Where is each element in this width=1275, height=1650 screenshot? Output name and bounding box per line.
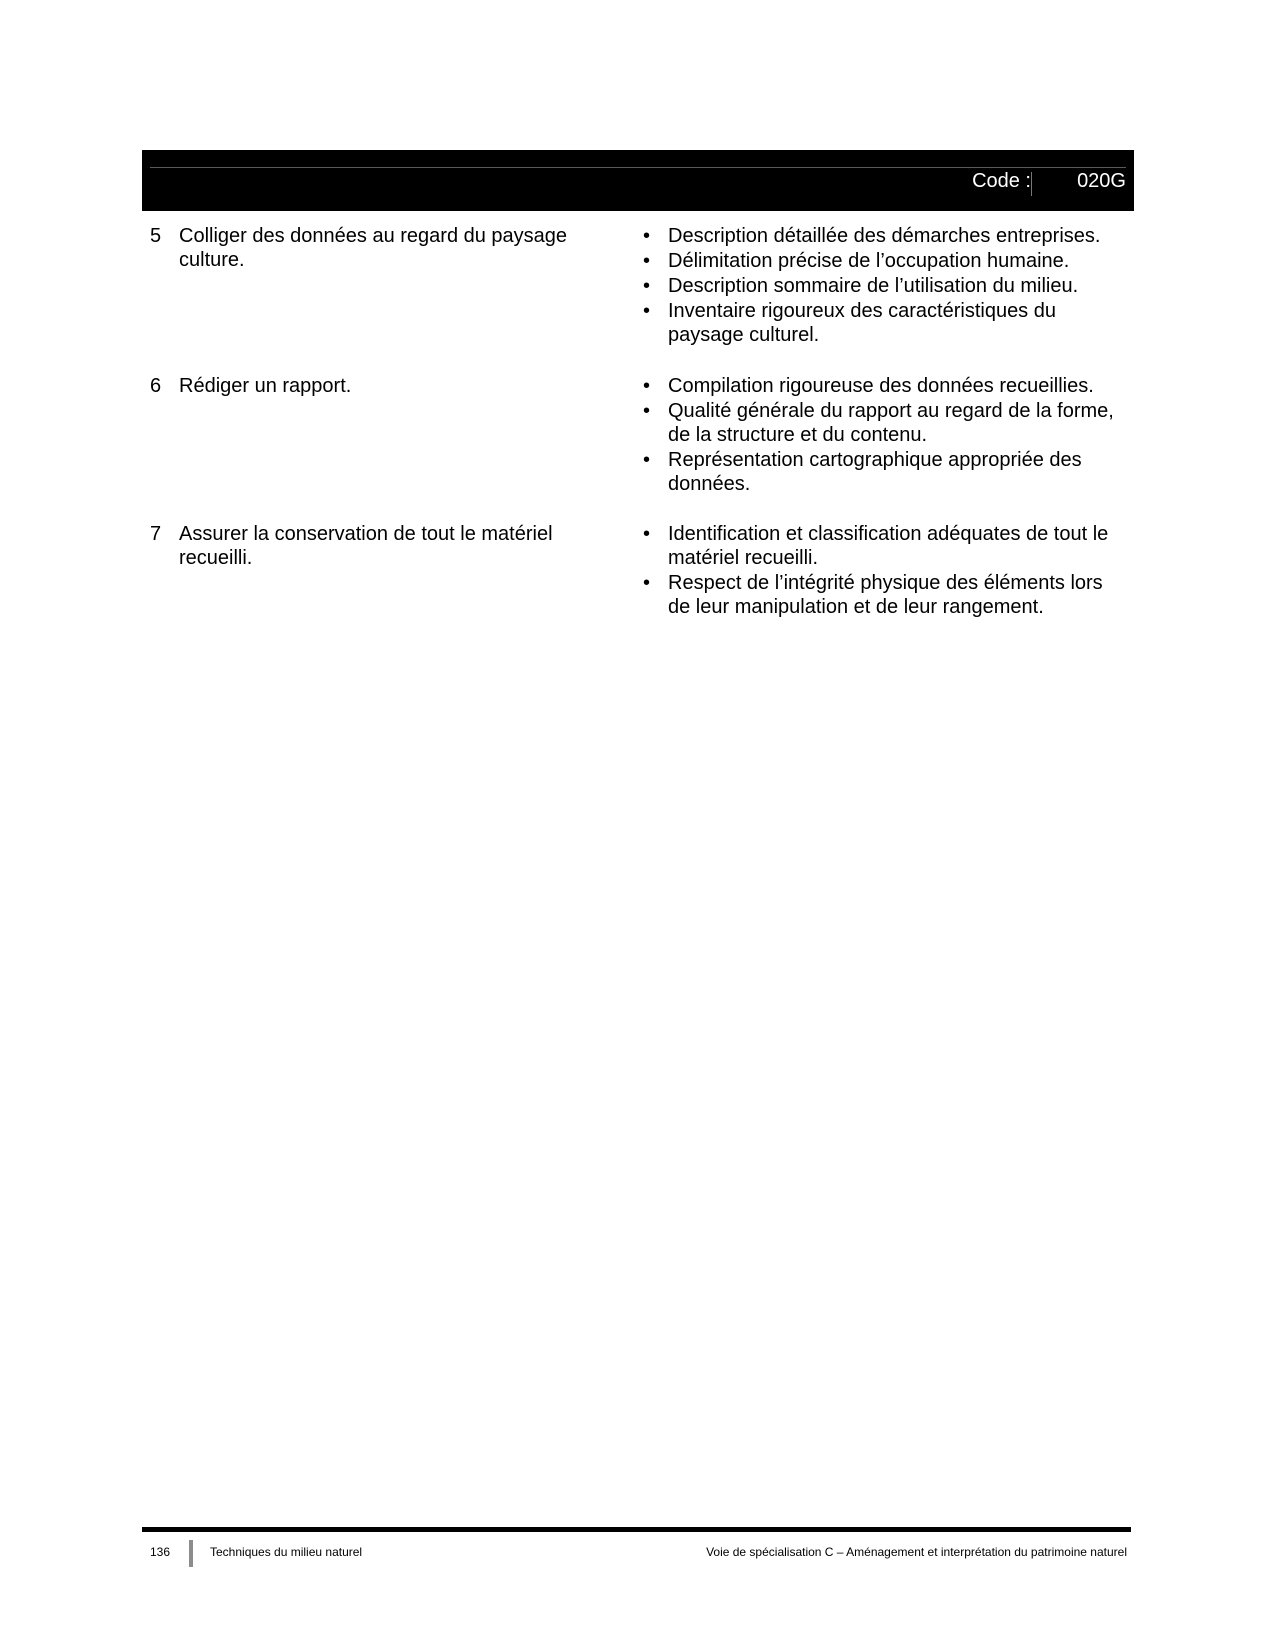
element-text: Rédiger un rapport.: [179, 375, 352, 397]
criteria-item: [641, 448, 1126, 496]
criteria-list: [641, 224, 1126, 348]
criteria-text: Description détaillée des démarches entreprises.: [668, 225, 1101, 247]
footer-rule: [142, 1527, 1131, 1532]
criteria-text: Respect de l’intégrité physique des éléments lors de leur manipulation et de leur rangement.: [668, 572, 1103, 618]
bullet-icon: •: [643, 572, 651, 594]
criteria-text: Identification et classification adéquates de tout le matériel recueilli.: [668, 523, 1109, 569]
bullet-icon: •: [643, 400, 651, 422]
footer-divider: [189, 1540, 193, 1567]
criteria-item: [641, 299, 1126, 347]
criteria-text: Description sommaire de l’utilisation du milieu.: [668, 275, 1079, 297]
criteria-list: [641, 522, 1126, 620]
footer-program-title: Techniques du milieu naturel: [210, 1545, 363, 1559]
element-text: Assurer la conservation de tout le matériel recueilli.: [179, 523, 553, 569]
bullet-icon: •: [643, 375, 651, 397]
criteria-item: [641, 522, 1126, 570]
code-label: Code :: [972, 170, 1031, 192]
criteria-text: Qualité générale du rapport au regard de la forme, de la structure et du contenu.: [668, 400, 1114, 446]
criteria-item: [641, 571, 1126, 619]
header-rule: [150, 167, 1126, 168]
criteria-list: [641, 374, 1126, 497]
criteria-item: [641, 249, 1126, 273]
bullet-icon: •: [643, 523, 651, 545]
bullet-icon: •: [643, 225, 651, 247]
page-number: 136: [150, 1545, 171, 1559]
criteria-text: Inventaire rigoureux des caractéristiques du paysage culturel.: [668, 300, 1056, 346]
element-number: 5: [150, 225, 162, 247]
criteria-item: [641, 224, 1126, 248]
criteria-text: Représentation cartographique appropriée des données.: [668, 449, 1082, 495]
element-text: Colliger des données au regard du paysage culture.: [179, 225, 568, 271]
footer-specialization: Voie de spécialisation C – Aménagement et interprétation du patrimoine naturel: [706, 1545, 1127, 1559]
bullet-icon: •: [643, 300, 651, 322]
header-band: [142, 150, 1134, 211]
code-separator: [1031, 172, 1032, 196]
bullet-icon: •: [643, 250, 651, 272]
criteria-item: [641, 374, 1126, 398]
code-value: 020G: [1077, 170, 1126, 192]
criteria-text: Compilation rigoureuse des données recueillies.: [668, 375, 1094, 397]
bullet-icon: •: [643, 449, 651, 471]
criteria-item: [641, 399, 1126, 447]
bullet-icon: •: [643, 275, 651, 297]
element-number: 6: [150, 375, 162, 397]
element-number: 7: [150, 523, 162, 545]
criteria-text: Délimitation précise de l’occupation humaine.: [668, 250, 1070, 272]
criteria-item: [641, 274, 1126, 298]
